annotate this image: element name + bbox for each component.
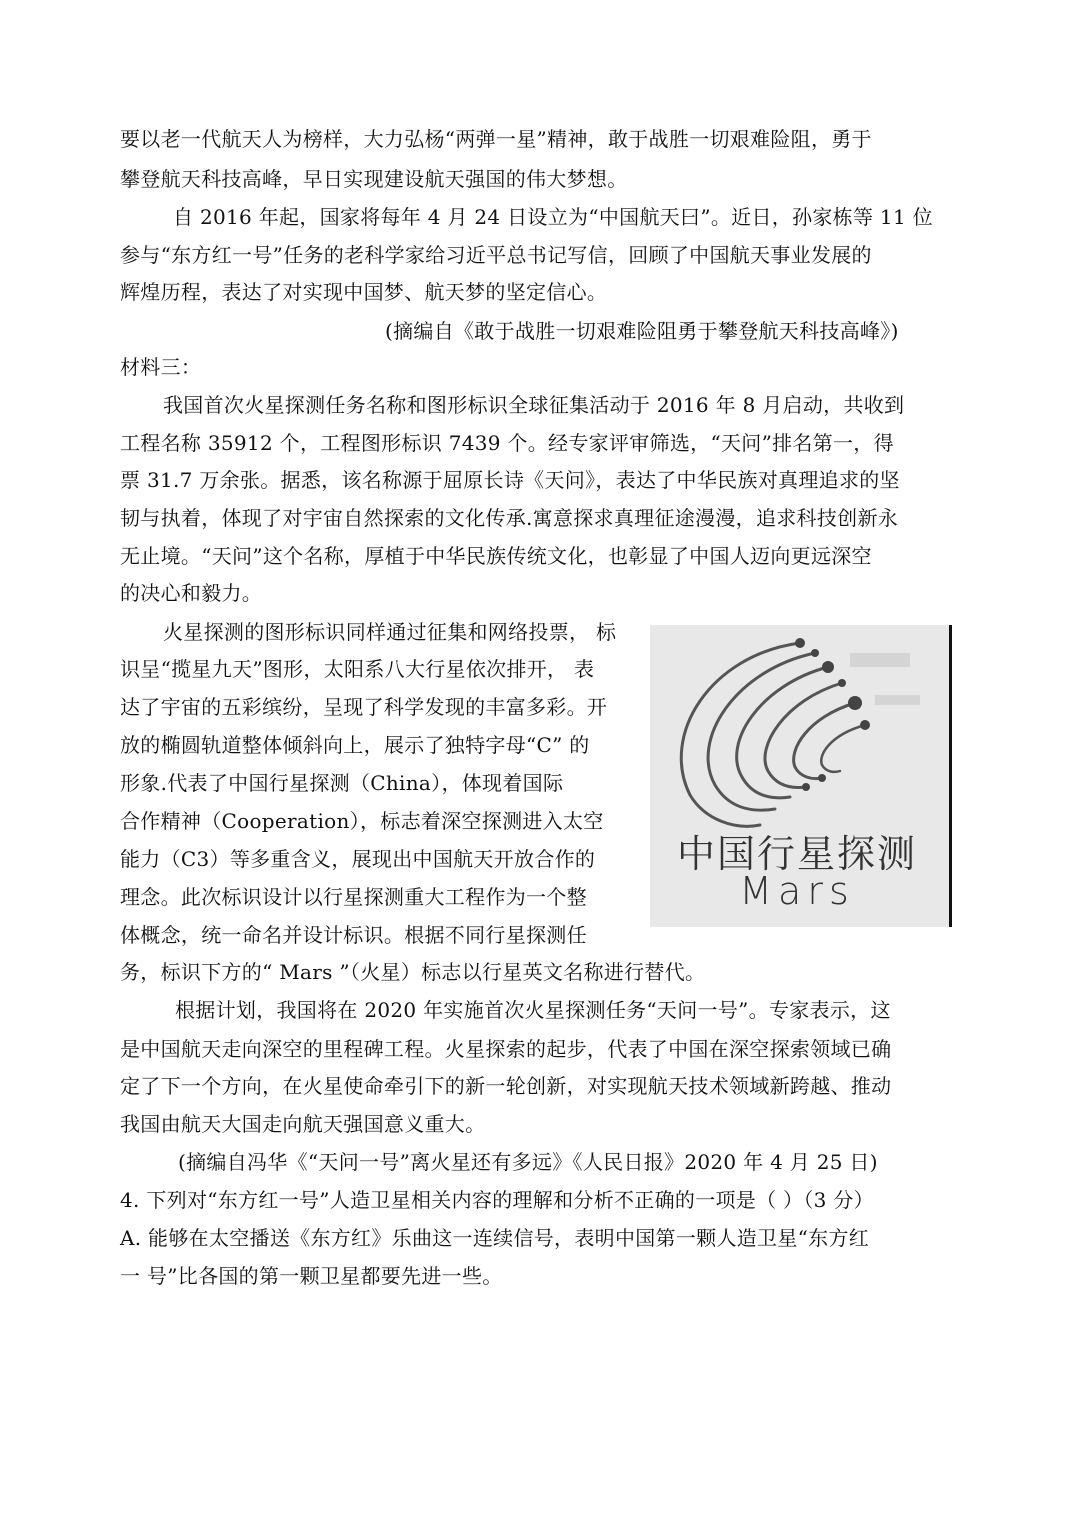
paragraph-intro-line: 攀登航天科技高峰，早日实现建设航天强国的伟大梦想。 <box>120 167 628 191</box>
paragraph-4-line: 火星探测的图形标识同样通过征集和网络投票， 标 <box>163 620 617 644</box>
paragraph-5-line: 是中国航天走向深空的里程碑工程。火星探索的起步，代表了中国在深空探索领域已确 <box>120 1037 892 1061</box>
paragraph-4-line: 达了宇宙的五彩缤纷，呈现了科学发现的丰富多彩。开 <box>120 695 608 719</box>
paragraph-3-line: 工程名称 35912 个，工程图形标识 7439 个。经专家评审筛选，“天问”排名第一，得 <box>120 431 894 455</box>
paragraph-5-line: 我国由航天大国走向航天强国意义重大。 <box>120 1112 486 1136</box>
paragraph-3-line: 票 31.7 万余张。据悉，该名称源于屈原长诗《天问》，表达了中华民族对真理追求的坚 <box>120 468 900 492</box>
logo-english-text: Mars <box>739 869 855 913</box>
question-option-a: 一 号”比各国的第一颗卫星都要先进一些。 <box>120 1264 503 1288</box>
paragraph-3-line: 我国首次火星探测任务名称和图形标识全球征集活动于 2016 年 8 月启动，共收到 <box>163 393 905 417</box>
paragraph-5-line: 定了下一个方向，在火星使命牵引下的新一轮创新，对实现航天技术领域新跨越、推动 <box>120 1074 892 1098</box>
question-option-a: A. 能够在太空播送《东方红》乐曲这一连续信号，表明中国第一颗人造卫星“东方红 <box>120 1226 870 1250</box>
source-citation: (摘编自《敢于战胜一切艰难险阻勇于攀登航天科技高峰》) <box>385 319 899 343</box>
paragraph-4-line: 能力（C3）等多重含义，展现出中国航天开放合作的 <box>120 847 596 871</box>
paragraph-3-line: 无止境。“天问”这个名称，厚植于中华民族传统文化，也彰显了中国人迈向更远深空 <box>120 544 872 568</box>
paragraph-4-line: 体概念，统一命名并设计标识。根据不同行星探测任 <box>120 923 587 947</box>
paragraph-5-line: 根据计划，我国将在 2020 年实施首次火星探测任务“天问一号”。专家表示，这 <box>175 998 891 1022</box>
paragraph-4-line: 务，标识下方的“ Mars ”（火星）标志以行星英文名称进行替代。 <box>120 960 706 984</box>
paragraph-2-line: 辉煌历程，表达了对实现中国梦、航天梦的坚定信心。 <box>120 280 608 304</box>
mars-exploration-logo-image <box>650 625 952 927</box>
paragraph-3-line: 韧与执着，体现了对宇宙自然探索的文化传承.寓意探求真理征途漫漫，追求科技创新永 <box>120 506 899 530</box>
paragraph-2-line: 自 2016 年起，国家将每年 4 月 24 日设立为“中国航天曰”。近日，孙家栋等 11 位 <box>173 205 933 229</box>
logo-chinese-text: 中国行星探测 <box>676 832 917 876</box>
paragraph-4-line: 放的椭圆轨道整体倾斜向上，展示了独特字母“C” 的 <box>120 733 590 757</box>
paragraph-4-line: 形象.代表了中国行星探测（China），体现着国际 <box>120 771 564 795</box>
paragraph-2-line: 参与“东方红一号”任务的老科学家给习近平总书记写信，回顾了中国航天事业发展的 <box>120 243 872 267</box>
source-citation: (摘编自冯华《“天问一号”离火星还有多远》《人民日报》2020 年 4 月 25 日) <box>178 1150 878 1174</box>
paragraph-intro-line: 要以老一代航天人为榜样，大力弘杨“两弹一星”精神，敢于战胜一切艰难险阻，勇于 <box>120 127 872 151</box>
paragraph-4-line: 理念。此次标识设计以行星探测重大工程作为一个整 <box>120 885 587 909</box>
question-stem: 4. 下列对“东方红一号”人造卫星相关内容的理解和分析不正确的一项是（ ）（3 分） <box>120 1188 874 1212</box>
material-heading: 材料三： <box>120 355 202 379</box>
paragraph-4-line: 识呈“揽星九天”图形，太阳系八大行星依次排开， 表 <box>120 657 595 681</box>
paragraph-4-line: 合作精神（Cooperation），标志着深空探测进入太空 <box>120 809 604 833</box>
paragraph-3-line: 的决心和毅力。 <box>120 581 263 605</box>
